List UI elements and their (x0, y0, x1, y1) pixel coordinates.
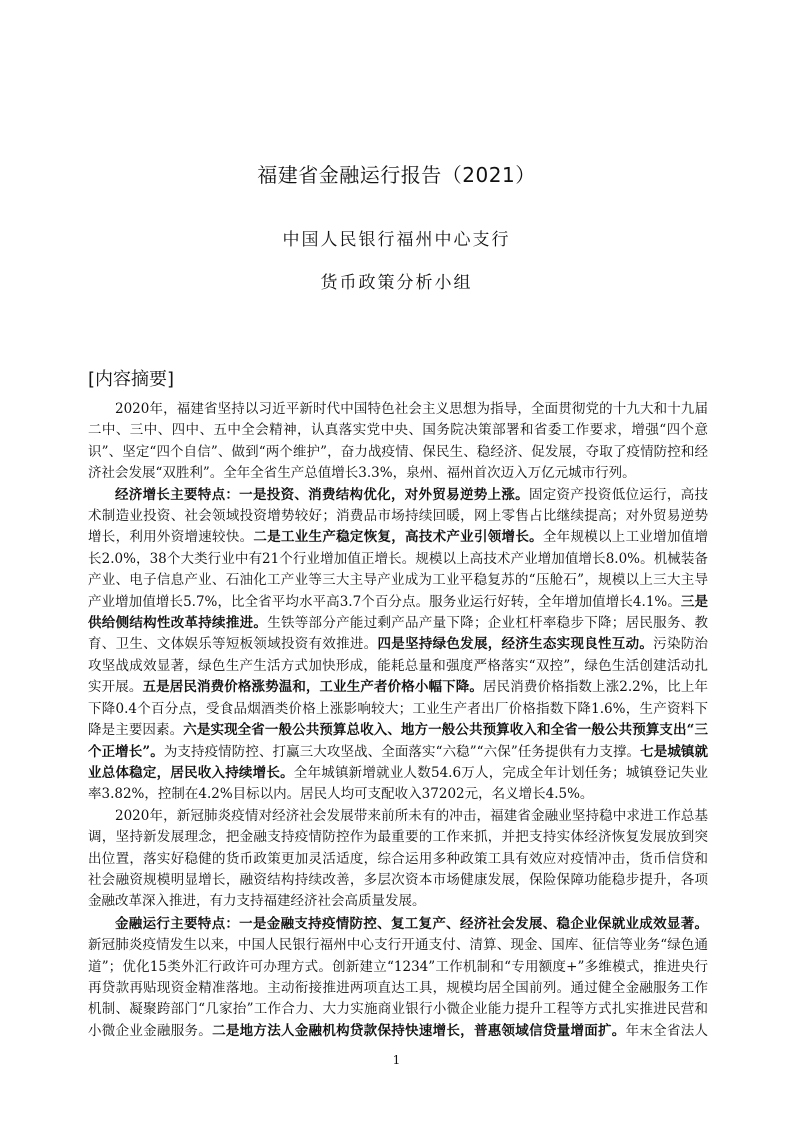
key-point-heading: 四是坚持绿色发展，经济生态实现良性互动。 (377, 636, 654, 653)
summary-paragraph-finance-overview (88, 806, 708, 913)
paragraph-text: 生铁等部分产能过剩产品产量下降；企业杠杆率稳步下降；居民服务、教育、卫生、文体娱乐等短板领域投资有效推进。 (88, 615, 709, 653)
paragraph-text: 污染防治攻坚战成效显著，绿色生产生活方式加快形成，能耗总量和强度严格落实“双控”，绿色生活创建活动扎实开展。 (88, 636, 709, 696)
document-author: 中国人民银行福州中心支行 (282, 230, 511, 250)
summary-paragraph-economy (88, 485, 708, 806)
paragraph-text: 全年规模以上工业增加值增长2.0%，38个大类行业中有21个行业增加值正增长。规模以上高技术产业增加值增长8.0%。机械装备产业、电子信息产业、石油化工产业等三大主导产业成为工业平稳复苏的“压舱石”，规模以上三大主导产业增加值增长5.7%，比全省平均水平高3.7个百分点。服务业运行好转，全年增加值增长4.1%。 (88, 529, 709, 610)
key-point-heading: 六是实现全省一般公共预算总收入、地方一般公共预算收入和全省一般公共预算支出“三个正增长”。 (88, 722, 709, 760)
key-point-heading: 二是地方法人金融机构贷款保持快速增长，普惠领域信贷量增面扩。 (212, 1022, 626, 1039)
paragraph-text: 固定资产投资低位运行，高技术制造业投资、社会领域投资增势较好；消费品市场持续回暖，网上零售占比继续提高；对外贸易逆势增长，利用外资增速较快。 (88, 486, 709, 546)
paragraph-text: 2020年，福建省坚持以习近平新时代中国特色社会主义思想为指导，全面贯彻党的十九大和十九届二中、三中、四中、五中全会精神，认真落实党中央、国务院决策部署和省委工作要求，增强“四个意识”、坚定“四个自信”、做到“两个维护”，奋力战疫情、保民生、稳经济、促发展，夺取了疫情防控和经济社会发展“双胜利”。全年全省生产总值增长3.3%，泉州、福州首次迈入万亿元城市行列。 (88, 401, 708, 482)
paragraph-text: 为支持疫情防控、打赢三大攻坚战、全面落实“六稳”“六保”任务提供有力支撑。 (163, 743, 641, 760)
key-point-heading: 金融运行主要特点：一是金融支持疫情防控、复工复产、经济社会发展、稳企业保就业成效显著。 (115, 915, 708, 932)
key-point-heading: 三是供给侧结构性改革持续推进。 (88, 593, 708, 632)
paragraph-text: 2020年，新冠肺炎疫情对经济社会发展带来前所未有的冲击，福建省金融业坚持稳中求进工作总基调，坚持新发展理念，把金融支持疫情防控作为最重要的工作来抓，并把支持实体经济恢复发展放到突出位置，落实好稳健的货币政策更加灵活适度，综合运用多种政策工具有效应对疫情冲击，货币信贷和社会融资规模明显增长，融资结构持续改善，多层次资本市场健康发展，保险保障功能稳步提升，各项金融改革深入推进，有力支持福建经济社会高质量发展。 (88, 807, 708, 910)
paragraph-text: 年末全省法人 (625, 1022, 709, 1039)
document-group: 货币政策分析小组 (320, 273, 473, 293)
key-point-heading: 二是工业生产稳定恢复，高技术产业引领增长。 (253, 529, 543, 546)
document-title: 福建省金融运行报告（2021） (257, 163, 536, 187)
summary-paragraph-overview (88, 399, 708, 485)
summary-heading: [内容摘要] (88, 369, 175, 390)
key-point-heading: 经济增长主要特点：一是投资、消费结构优化，对外贸易逆势上涨。 (115, 486, 529, 503)
page-number: 1 (392, 1053, 401, 1067)
key-point-heading: 七是城镇就业总体稳定，居民收入持续增长。 (88, 743, 709, 781)
summary-body (88, 399, 708, 1042)
paragraph-text: 新冠肺炎疫情发生以来，中国人民银行福州中心支行开通支付、清算、现金、国库、征信等业务“绿色通道”；优化15类外汇行政许可办理方式。创新建立“1234”工作机制和“专用额度+”多维模式，推进央行再贷款再贴现资金精准落地。主动衔接推进两项直达工具，规模均居全国前列。通过健全金融服务工作机制、凝聚跨部门“几家抬”工作合力、大力实施商业银行小微企业能力提升工程等方式扎实推进民营和小微企业金融服务。 (88, 937, 708, 1039)
key-point-heading: 五是居民消费价格涨势温和，工业生产者价格小幅下降。 (142, 679, 484, 696)
paragraph-text: 居民消费价格指数上涨2.2%，比上年下降0.4个百分点，受食品烟酒类价格上涨影响较大；工业生产者出厂价格指数下降1.6%，生产资料下降是主要因素。 (88, 679, 709, 739)
paragraph-text: 全年城镇新增就业人数54.6万人，完成全年计划任务；城镇登记失业率3.82%，控制在4.2%目标以内。居民人均可支配收入37202元，名义增长4.5%。 (88, 764, 709, 803)
summary-paragraph-finance (88, 914, 708, 1042)
